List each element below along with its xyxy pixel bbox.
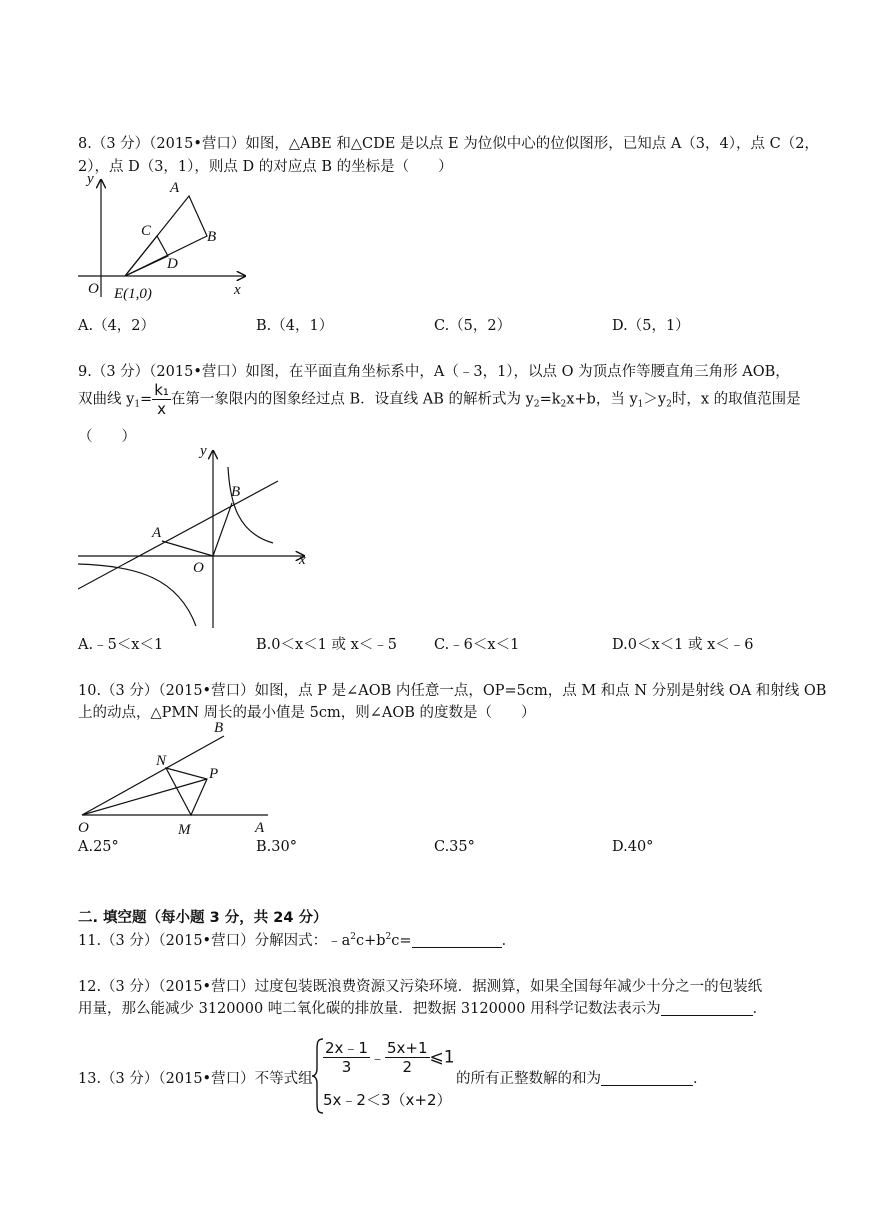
q9-label-y: y bbox=[200, 443, 207, 459]
q8-option-c[interactable]: C.（5，2） bbox=[434, 318, 512, 334]
q8-option-d[interactable]: D.（5，1） bbox=[612, 318, 690, 334]
q10-option-a[interactable]: A.25° bbox=[78, 839, 119, 855]
q10-triangle-pmn bbox=[166, 768, 207, 815]
q9-label-x: x bbox=[299, 552, 306, 568]
q9-fraction: $\frac{\text{k₁}}{x}$ bbox=[154, 381, 169, 418]
q10-option-b[interactable]: B.30° bbox=[256, 839, 297, 855]
q13-answer-blank[interactable] bbox=[601, 1071, 693, 1086]
q9-label-a: A bbox=[152, 525, 162, 541]
q8-label-c: C bbox=[141, 223, 152, 239]
q10-ray-ob bbox=[82, 736, 224, 815]
q8-label-x: x bbox=[234, 282, 241, 298]
q10-option-d[interactable]: D.40° bbox=[612, 839, 654, 855]
q13-row1: $\frac{2x﹣1}{3}$ ﹣ $\frac{5x+1}{2}$ ⩽1 bbox=[325, 1039, 455, 1076]
q10-line1: 10.（3 分）（2015•营口）如图，点 P 是∠AOB 内任意一点，OP=5cm，点 M 和点 N 分别是射线 OA 和射线 OB bbox=[78, 683, 827, 699]
q9-option-c[interactable]: C.﹣6＜x＜1 bbox=[434, 637, 520, 653]
q10-label-a: A bbox=[255, 820, 265, 836]
q10-label-o: O bbox=[78, 820, 89, 836]
q13-post: 的所有正整数解的和为 ． bbox=[456, 1071, 708, 1087]
q12-line2: 用量，那么能减少 3120000 吨二氧化碳的排放量．把数据 3120000 用科学记数法表示为 ． bbox=[78, 1001, 768, 1017]
q10-option-c[interactable]: C.35° bbox=[434, 839, 475, 855]
q9-option-a[interactable]: A.﹣5＜x＜1 bbox=[78, 637, 164, 653]
q8-line1: 8.（3 分）（2015•营口）如图，△ABE 和△CDE 是以点 E 为位似中心的位似图形，已知点 A（3，4），点 C（2， bbox=[78, 136, 819, 152]
q8-option-b[interactable]: B.（4，1） bbox=[256, 318, 334, 334]
q8-line2: 2），点 D（3，1），则点 D 的对应点 B 的坐标是（ ） bbox=[78, 159, 453, 175]
q9-figure bbox=[78, 443, 318, 633]
q9-label-b: B bbox=[231, 484, 241, 500]
q8-label-a: A bbox=[170, 180, 180, 196]
q9-option-d[interactable]: D.0＜x＜1 或 x＜﹣6 bbox=[612, 637, 754, 653]
q9-line-ab bbox=[78, 481, 278, 589]
q13-pre: 13.（3 分）（2015•营口）不等式组 bbox=[78, 1071, 313, 1087]
q10-label-p: P bbox=[209, 766, 219, 782]
q9-hyperbola-q1 bbox=[228, 467, 273, 543]
q9-label-o: O bbox=[193, 560, 204, 576]
q8-label-d: D bbox=[167, 256, 178, 272]
q8-label-b: B bbox=[207, 229, 217, 245]
q8-figure bbox=[78, 172, 258, 307]
q11-line: 11.（3 分）（2015•营口）分解因式：$﹣a^2c+b^2c=$ ． bbox=[78, 932, 517, 949]
section-heading: 二. 填空题（每小题 3 分，共 24 分） bbox=[78, 910, 328, 926]
q8-triangle-abe bbox=[125, 196, 207, 276]
q10-label-b: B bbox=[214, 720, 224, 736]
q9-line3: （ ） bbox=[78, 429, 136, 445]
q11-answer-blank[interactable] bbox=[412, 933, 502, 948]
q8-label-e: E(1,0) bbox=[114, 286, 152, 302]
q10-figure bbox=[78, 717, 278, 839]
q9-line1: 9.（3 分）（2015•营口）如图，在平面直角坐标系中，A（﹣3，1），以点 O 为顶点作等腰直角三角形 AOB， bbox=[78, 364, 790, 380]
q12-answer-blank[interactable] bbox=[661, 1001, 753, 1016]
q8-label-y: y bbox=[87, 172, 94, 187]
q12-line1: 12.（3 分）（2015•营口）过度包装既浪费资源又污染环境．据测算，如果全国每年减少十分之一的包装纸 bbox=[78, 979, 763, 995]
q8-label-o: O bbox=[88, 281, 99, 297]
q8-option-a[interactable]: A.（4，2） bbox=[78, 318, 156, 334]
q13-row2: 5x﹣2＜3（x+2） bbox=[323, 1091, 452, 1109]
q10-label-n: N bbox=[156, 753, 167, 769]
q9-hyperbola-q3 bbox=[78, 564, 196, 626]
q9-line2: 双曲线 $y_1=$ $\frac{\text{k₁}}{x}$ 在第一象限内的图象经过点 B．设直线 AB 的解析式为 $y_2=k_2x+b$，当 $y_1>y_2$时，x 的取值范围是 bbox=[78, 381, 801, 418]
q10-label-m: M bbox=[178, 822, 191, 838]
q10-line2: 上的动点，△PMN 周长的最小值是 5cm，则∠AOB 的度数是（ ） bbox=[78, 705, 536, 721]
q9-option-b[interactable]: B.0＜x＜1 或 x＜﹣5 bbox=[256, 637, 398, 653]
q8-triangle-cde bbox=[125, 236, 168, 276]
